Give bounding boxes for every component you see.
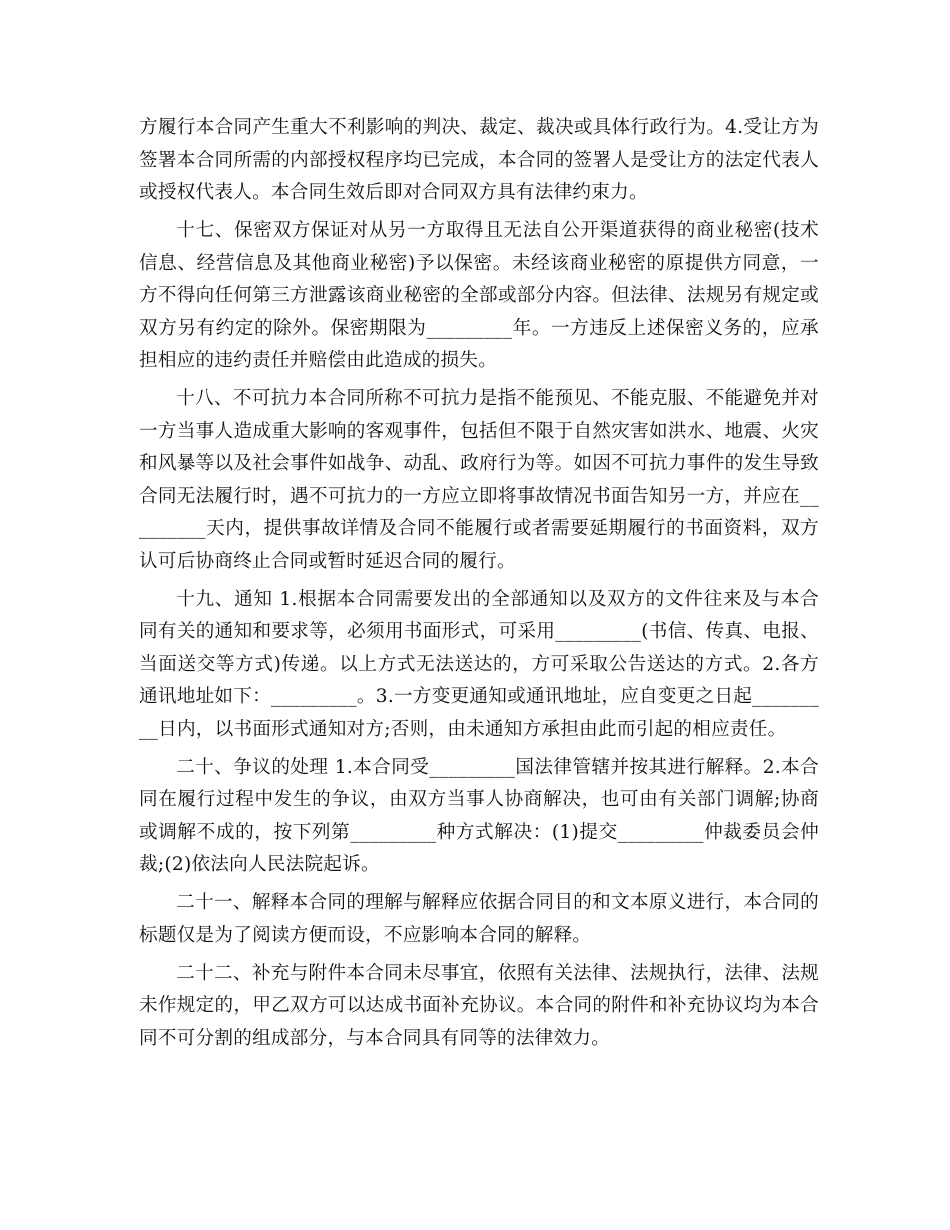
paragraph-clause-22-supplement: 二十二、补充与附件本合同未尽事宜，依照有关法律、法规执行，法律、法规未作规定的，甲乙双方可以达成书面补充协议。本合同的附件和补充协议均为本合同不可分割的组成部分，与本合同具有同等的法律效力。: [139, 962, 819, 1049]
paragraph-clause-17-confidentiality: 十七、保密双方保证对从另一方取得且无法自公开渠道获得的商业秘密(技术信息、经营信息及其他商业秘密)予以保密。未经该商业秘密的原提供方同意，一方不得向任何第三方泄露该商业秘密的全部或部分内容。但法律、法规另有规定或双方另有约定的除外。保密期限为_________年。一方违反上述保密义务的，应承担相应的违约责任并赔偿由此造成的损失。: [139, 220, 819, 371]
paragraph-clause-19-notice: 十九、通知 1.根据本合同需要发出的全部通知以及双方的文件往来及与本合同有关的通知和要求等，必须用书面形式，可采用_________(书信、传真、电报、当面送交等方式)传递。以上方式无法送达的，方可采取公告送达的方式。2.各方通讯地址如下：_________。3.一方变更通知或通讯地址，应自变更之日起_________日内，以书面形式通知对方;否则，由未通知方承担由此而引起的相应责任。: [139, 588, 819, 740]
paragraph-clause-21-interpretation: 二十一、解释本合同的理解与解释应依据合同目的和文本原义进行，本合同的标题仅是为了阅读方便而设，不应影响本合同的解释。: [139, 892, 819, 946]
paragraph-continuation: 方履行本合同产生重大不利影响的判决、裁定、裁决或具体行政行为。4.受让方为签署本合同所需的内部授权程序均已完成，本合同的签署人是受让方的法定代表人或授权代表人。本合同生效后即对合同双方具有法律约束力。: [139, 117, 819, 203]
document-body: [139, 112, 819, 1061]
paragraph-clause-20-dispute: 二十、争议的处理 1.本合同受_________国法律管辖并按其进行解释。2.本合同在履行过程中发生的争议，由双方当事人协商解决，也可由有关部门调解;协商或调解不成的，按下列第_________种方式解决：(1)提交_________仲裁委员会仲裁;(2)依法向人民法院起诉。: [139, 756, 819, 875]
paragraph-clause-18-force-majeure: 十八、不可抗力本合同所称不可抗力是指不能预见、不能克服、不能避免并对一方当事人造成重大影响的客观事件，包括但不限于自然灾害如洪水、地震、火灾和风暴等以及社会事件如战争、动乱、政府行为等。如因不可抗力事件的发生导致合同无法履行时，遇不可抗力的一方应立即将事故情况书面告知另一方，并应在_________天内，提供事故详情及合同不能履行或者需要延期履行的书面资料，双方认可后协商终止合同或暂时延迟合同的履行。: [139, 388, 819, 572]
